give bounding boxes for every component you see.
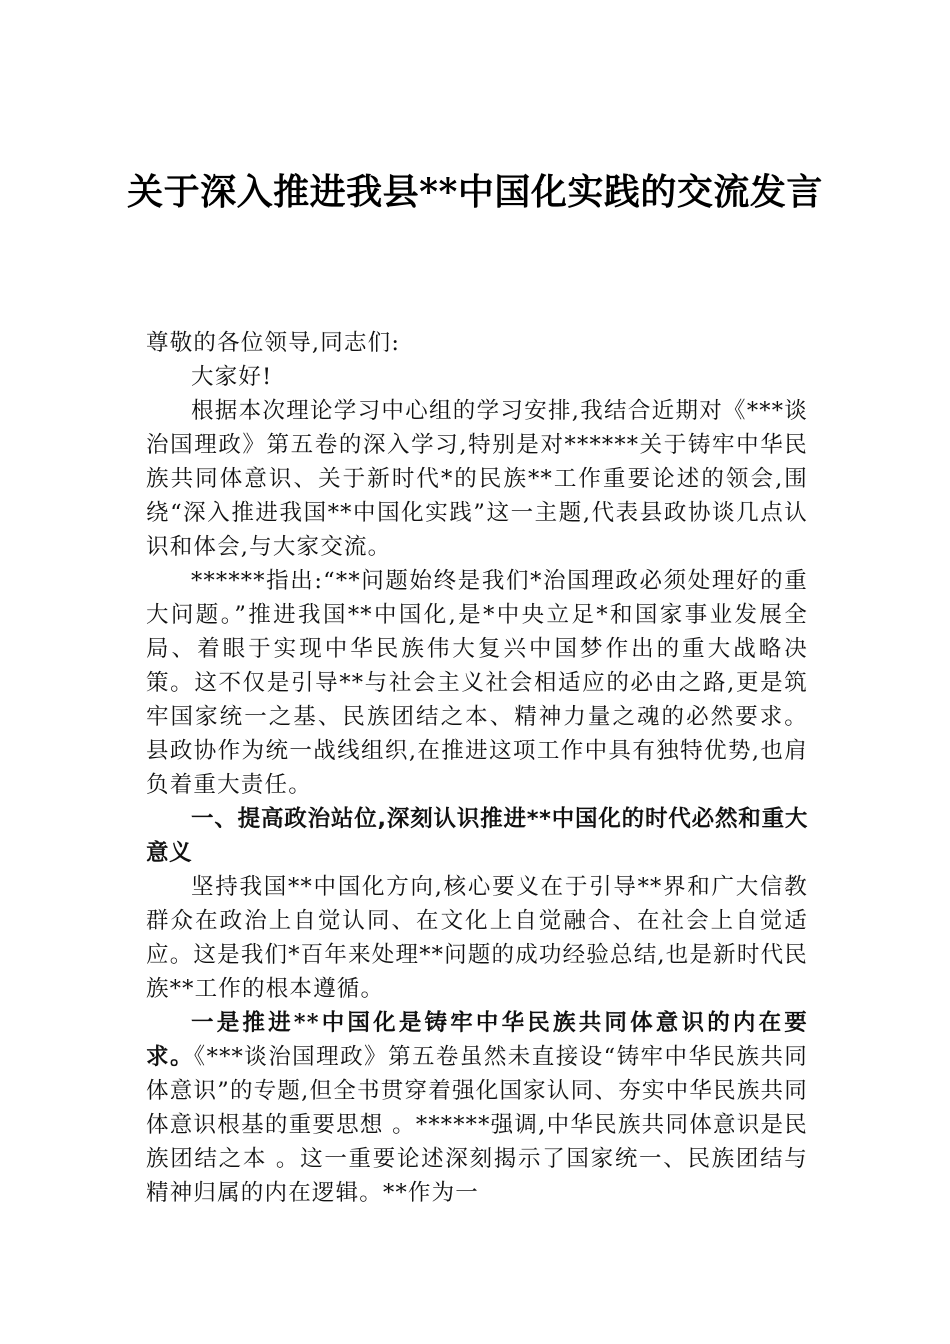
document-title: 关于深入推进我县**中国化实践的交流发言 — [127, 171, 823, 213]
salutation: 尊敬的各位领导,同志们: — [146, 330, 401, 356]
paragraph-section-1: 坚持我国**中国化方向,核心要义在于引导**界和广大信教群众在政治上自觉认同、在文化上自觉融合、在社会上自觉适应。这是我们*百年来处理**问题的成功经验总结,也是新时代民族**工作的根本遵循。 — [146, 874, 808, 1002]
point-1-body: 《***谈治国理政》第五卷虽然未直接设“铸牢中华民族共同体意识”的专题,但全书贯穿着强化国家认同、夯实中华民族共同体意识根基的重要思想 。******强调,中华民族共同体意识是民族团结之本 。这一重要论述深刻揭示了国家统一、民族团结与精神归属的内在逻辑。**作为一 — [146, 1044, 808, 1206]
section-heading-1: 一、提高政治站位,深刻认识推进**中国化的时代必然和重大意义 — [146, 806, 808, 866]
paragraph-context: ******指出:“**问题始终是我们*治国理政必须处理好的重大问题。”推进我国**中国化,是*中央立足*和国家事业发展全局、着眼于实现中华民族伟大复兴中国梦作出的重大战略决策。这不仅是引导**与社会主义社会相适应的必由之路,更是筑牢国家统一之基、民族团结之本、精神力量之魂的必然要求。县政协作为统一战线组织,在推进这项工作中具有独特优势,也肩负着重大责任。 — [146, 568, 808, 798]
document-body — [146, 326, 808, 1210]
paragraph-point-1 — [146, 1006, 808, 1210]
greeting: 大家好! — [191, 364, 273, 390]
point-1-lead: 一是推进**中国化是铸牢中华民族共同体意识的内在要求。 — [146, 1010, 808, 1070]
paragraph-intro: 根据本次理论学习中心组的学习安排,我结合近期对《***谈治国理政》第五卷的深入学习,特别是对******关于铸牢中华民族共同体意识、关于新时代*的民族**工作重要论述的领会,围绕“深入推进我国**中国化实践”这一主题,代表县政协谈几点认识和体会,与大家交流。 — [146, 398, 809, 560]
